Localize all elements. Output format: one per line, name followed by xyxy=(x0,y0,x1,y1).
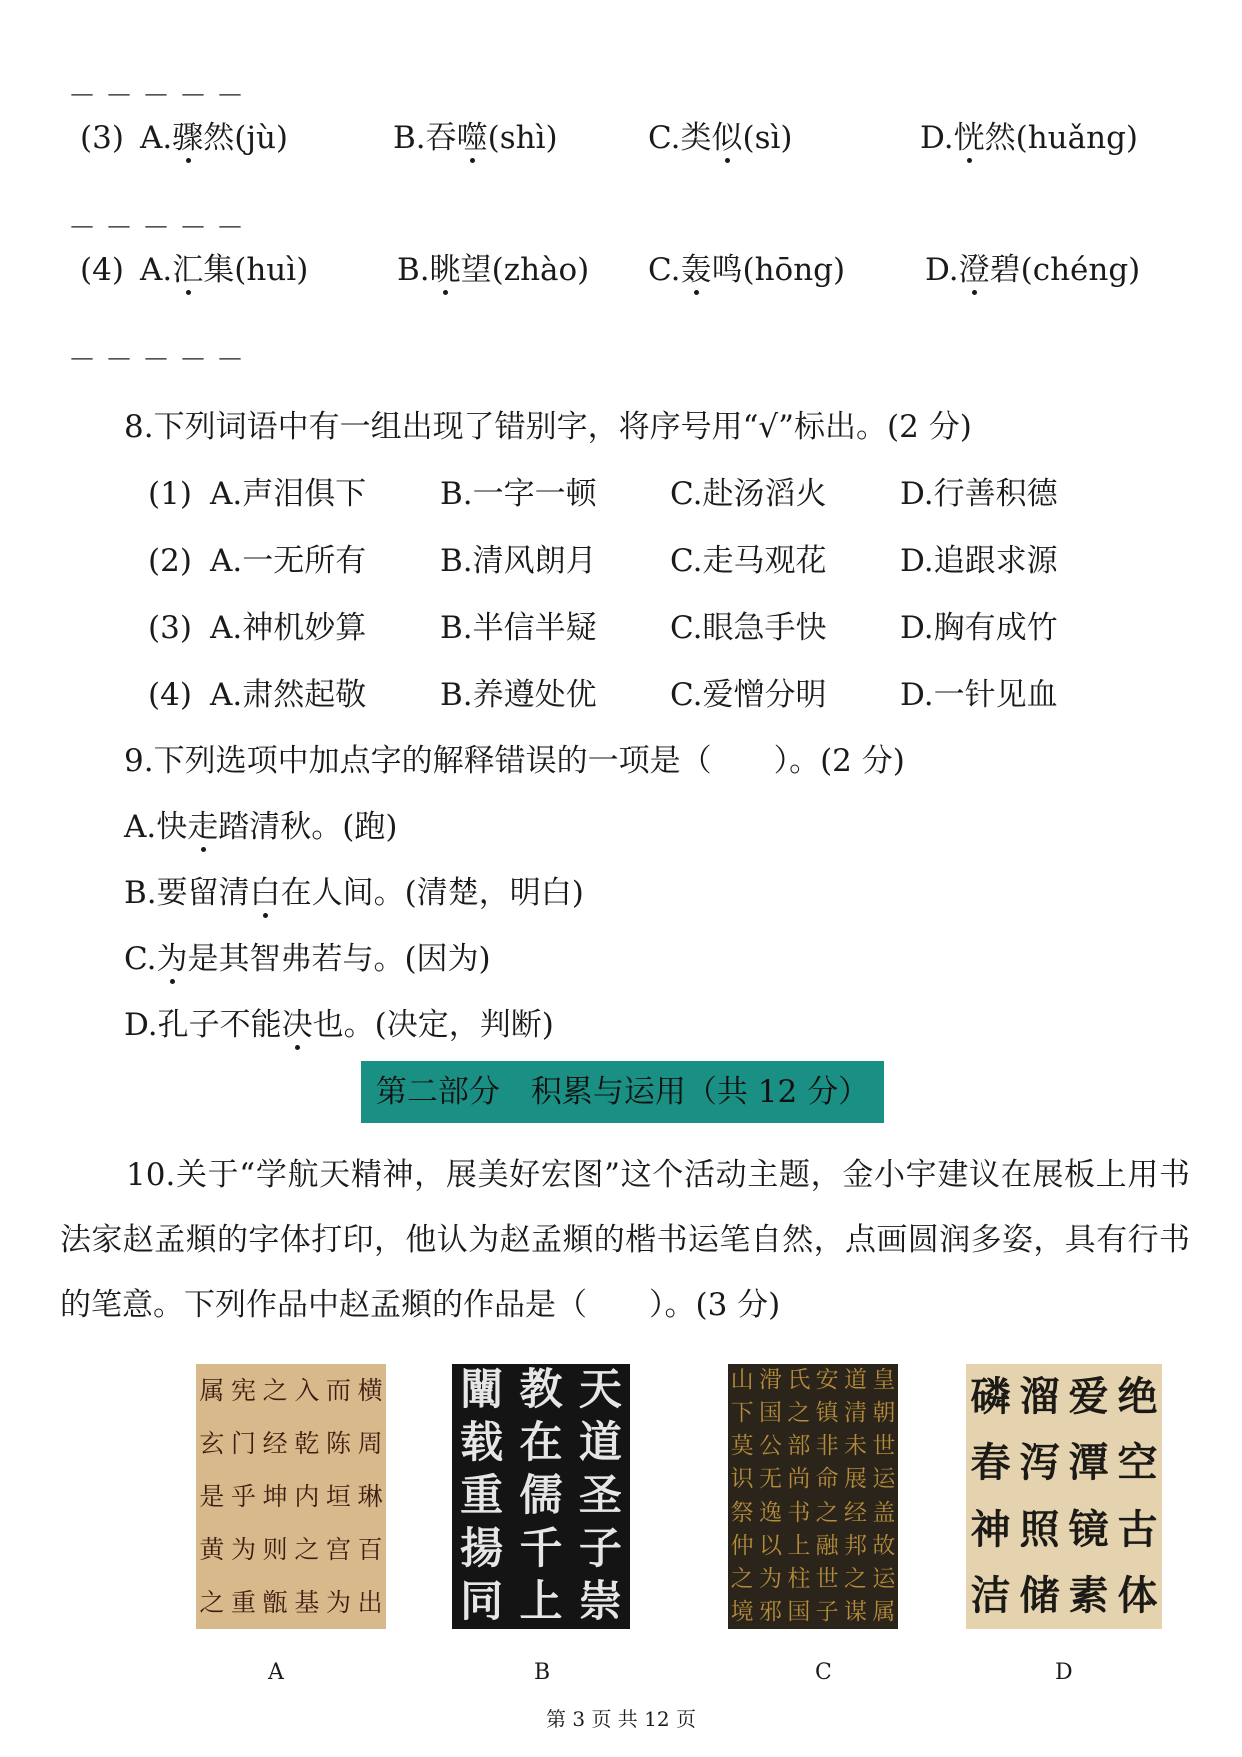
calligraphy-character: 上 xyxy=(787,1532,811,1559)
option-a: A.汇集(huì) xyxy=(140,252,309,288)
calligraphy-character: 世 xyxy=(815,1565,839,1592)
calligraphy-character: 绝 xyxy=(1117,1373,1158,1420)
calligraphy-image-d xyxy=(966,1364,1162,1629)
option-d: D.澄碧(chéng) xyxy=(925,252,1141,288)
calligraphy-character: 属 xyxy=(199,1376,225,1405)
calligraphy-character: 是 xyxy=(199,1482,225,1511)
calligraphy-character: 子 xyxy=(578,1524,622,1574)
calligraphy-character: 书 xyxy=(787,1499,811,1526)
calligraphy-character: 部 xyxy=(787,1433,811,1460)
calligraphy-character: 储 xyxy=(1019,1571,1060,1619)
calligraphy-character: 教 xyxy=(519,1365,563,1415)
calligraphy-character: 出 xyxy=(357,1588,383,1617)
calligraphy-character: 镜 xyxy=(1068,1505,1109,1553)
calligraphy-character: 邦 xyxy=(843,1532,867,1559)
calligraphy-character: 古 xyxy=(1117,1505,1158,1553)
calligraphy-character: 为 xyxy=(758,1565,782,1592)
calligraphy-character: 爱 xyxy=(1068,1373,1109,1420)
calligraphy-character: 玄 xyxy=(199,1429,225,1458)
calligraphy-character: 千 xyxy=(519,1524,563,1574)
calligraphy-character: 安 xyxy=(815,1367,839,1393)
calligraphy-character: 谋 xyxy=(843,1598,867,1625)
calligraphy-character: 之 xyxy=(843,1565,867,1592)
calligraphy-character: 属 xyxy=(872,1598,896,1625)
calligraphy-character: 百 xyxy=(357,1535,383,1564)
calligraphy-image-b xyxy=(452,1364,630,1629)
calligraphy-character: 儒 xyxy=(519,1471,563,1521)
calligraphy-character: 运 xyxy=(872,1466,896,1493)
calligraphy-character: 仲 xyxy=(730,1532,754,1559)
calligraphy-character: 基 xyxy=(294,1588,320,1617)
calligraphy-character: 揚 xyxy=(460,1524,504,1574)
image-label-b: B xyxy=(534,1660,551,1685)
option-a: A.骤然(jù) xyxy=(140,120,289,156)
calligraphy-character: 同 xyxy=(460,1577,504,1627)
calligraphy-character: 之 xyxy=(787,1400,811,1427)
calligraphy-character: 盖 xyxy=(872,1499,896,1526)
calligraphy-character: 之 xyxy=(262,1376,288,1405)
row-number: (4) xyxy=(80,252,124,288)
calligraphy-character: 圣 xyxy=(578,1471,622,1521)
calligraphy-character: 闡 xyxy=(460,1365,504,1415)
answer-blank: －－－－－ xyxy=(68,211,254,244)
calligraphy-character: 尚 xyxy=(787,1466,811,1493)
calligraphy-character: 载 xyxy=(460,1418,504,1468)
calligraphy-character: 道 xyxy=(843,1367,867,1393)
answer-blank: －－－－－ xyxy=(68,79,254,112)
calligraphy-character: 朝 xyxy=(872,1400,896,1427)
calligraphy-character: 陈 xyxy=(325,1429,351,1458)
calligraphy-character: 素 xyxy=(1068,1571,1109,1619)
calligraphy-character: 乎 xyxy=(230,1482,256,1511)
calligraphy-character: 乾 xyxy=(294,1429,320,1458)
row-number: (3) xyxy=(80,120,124,156)
calligraphy-character: 天 xyxy=(578,1365,622,1415)
calligraphy-character: 之 xyxy=(815,1499,839,1526)
calligraphy-character: 入 xyxy=(294,1376,320,1405)
calligraphy-character: 子 xyxy=(815,1598,839,1625)
calligraphy-character: 非 xyxy=(815,1433,839,1460)
calligraphy-character: 宪 xyxy=(230,1376,256,1405)
calligraphy-image-a xyxy=(196,1364,386,1629)
calligraphy-character: 莫 xyxy=(730,1433,754,1460)
calligraphy-character: 潭 xyxy=(1068,1439,1109,1487)
calligraphy-character: 道 xyxy=(578,1418,622,1468)
option-c: C.轰鸣(hōng) xyxy=(648,252,846,288)
section-banner: 第二部分 积累与运用（共 12 分） xyxy=(361,1061,884,1123)
calligraphy-character: 则 xyxy=(262,1535,288,1564)
calligraphy-character: 为 xyxy=(230,1535,256,1564)
calligraphy-character: 之 xyxy=(730,1565,754,1592)
calligraphy-character: 柱 xyxy=(787,1565,811,1592)
option-c: C.类似(sì) xyxy=(648,120,793,156)
calligraphy-character: 无 xyxy=(758,1466,782,1493)
calligraphy-character: 融 xyxy=(815,1532,839,1559)
calligraphy-character: 国 xyxy=(787,1598,811,1625)
calligraphy-character: 山 xyxy=(730,1367,754,1393)
calligraphy-character: 周 xyxy=(357,1429,383,1458)
calligraphy-character: 内 xyxy=(294,1482,320,1511)
calligraphy-character: 为 xyxy=(325,1588,351,1617)
calligraphy-character: 在 xyxy=(519,1418,563,1468)
calligraphy-character: 经 xyxy=(262,1429,288,1458)
calligraphy-character: 神 xyxy=(970,1505,1011,1553)
option-d: D.恍然(huǎng) xyxy=(920,120,1139,156)
calligraphy-character: 而 xyxy=(325,1376,351,1405)
calligraphy-character: 洁 xyxy=(970,1571,1011,1619)
calligraphy-character: 坤 xyxy=(262,1482,288,1511)
calligraphy-character: 横 xyxy=(357,1376,383,1405)
calligraphy-character: 照 xyxy=(1019,1505,1060,1553)
option-b: B.眺望(zhào) xyxy=(397,252,590,288)
calligraphy-character: 溜 xyxy=(1019,1373,1060,1420)
calligraphy-character: 之 xyxy=(294,1535,320,1564)
calligraphy-character: 下 xyxy=(730,1400,754,1427)
calligraphy-character: 空 xyxy=(1117,1439,1158,1487)
calligraphy-character: 琳 xyxy=(357,1482,383,1511)
calligraphy-character: 宫 xyxy=(325,1535,351,1564)
calligraphy-character: 春 xyxy=(970,1439,1011,1487)
page-footer: 第 3 页 共 12 页 xyxy=(546,1707,696,1731)
calligraphy-character: 崇 xyxy=(578,1577,622,1627)
calligraphy-character: 重 xyxy=(230,1588,256,1617)
calligraphy-character: 公 xyxy=(758,1433,782,1460)
image-label-c: C xyxy=(815,1660,832,1685)
calligraphy-character: 以 xyxy=(758,1532,782,1559)
calligraphy-character: 皇 xyxy=(872,1367,896,1393)
calligraphy-character: 垣 xyxy=(325,1482,351,1511)
calligraphy-character: 重 xyxy=(460,1471,504,1521)
calligraphy-character: 展 xyxy=(843,1466,867,1493)
calligraphy-character: 泻 xyxy=(1019,1439,1060,1487)
calligraphy-character: 故 xyxy=(872,1532,896,1559)
calligraphy-character: 境 xyxy=(730,1598,754,1625)
calligraphy-character: 清 xyxy=(843,1400,867,1427)
calligraphy-character: 磷 xyxy=(970,1373,1011,1420)
calligraphy-character: 之 xyxy=(199,1588,225,1617)
calligraphy-character: 未 xyxy=(843,1433,867,1460)
calligraphy-character: 命 xyxy=(815,1466,839,1493)
question-10-text: 10.关于“学航天精神，展美好宏图”这个活动主题，金小宇建议在展板上用书法家赵孟頫的字体打印，他认为赵孟頫的楷书运笔自然，点画圆润多姿，具有行书的笔意。下列作品中赵孟頫的作品是（ ）。(3 分) xyxy=(60,1157,1190,1323)
option-b: B.吞噬(shì) xyxy=(393,120,558,156)
calligraphy-character: 镇 xyxy=(815,1400,839,1427)
calligraphy-character: 运 xyxy=(872,1565,896,1592)
calligraphy-image-c xyxy=(728,1364,898,1629)
calligraphy-character: 识 xyxy=(730,1466,754,1493)
calligraphy-character: 氏 xyxy=(787,1367,811,1393)
calligraphy-character: 甑 xyxy=(262,1588,288,1617)
calligraphy-character: 祭 xyxy=(730,1499,754,1526)
calligraphy-character: 邪 xyxy=(758,1598,782,1625)
calligraphy-character: 黄 xyxy=(199,1535,225,1564)
calligraphy-character: 经 xyxy=(843,1499,867,1526)
image-label-a: A xyxy=(268,1660,284,1685)
answer-blank: －－－－－ xyxy=(68,343,254,376)
calligraphy-character: 世 xyxy=(872,1433,896,1460)
calligraphy-character: 体 xyxy=(1117,1571,1158,1619)
calligraphy-character: 上 xyxy=(519,1577,563,1627)
calligraphy-character: 门 xyxy=(230,1429,256,1458)
calligraphy-character: 逸 xyxy=(758,1499,782,1526)
calligraphy-character: 国 xyxy=(758,1400,782,1427)
calligraphy-character: 滑 xyxy=(758,1367,782,1393)
image-label-d: D xyxy=(1055,1660,1073,1685)
